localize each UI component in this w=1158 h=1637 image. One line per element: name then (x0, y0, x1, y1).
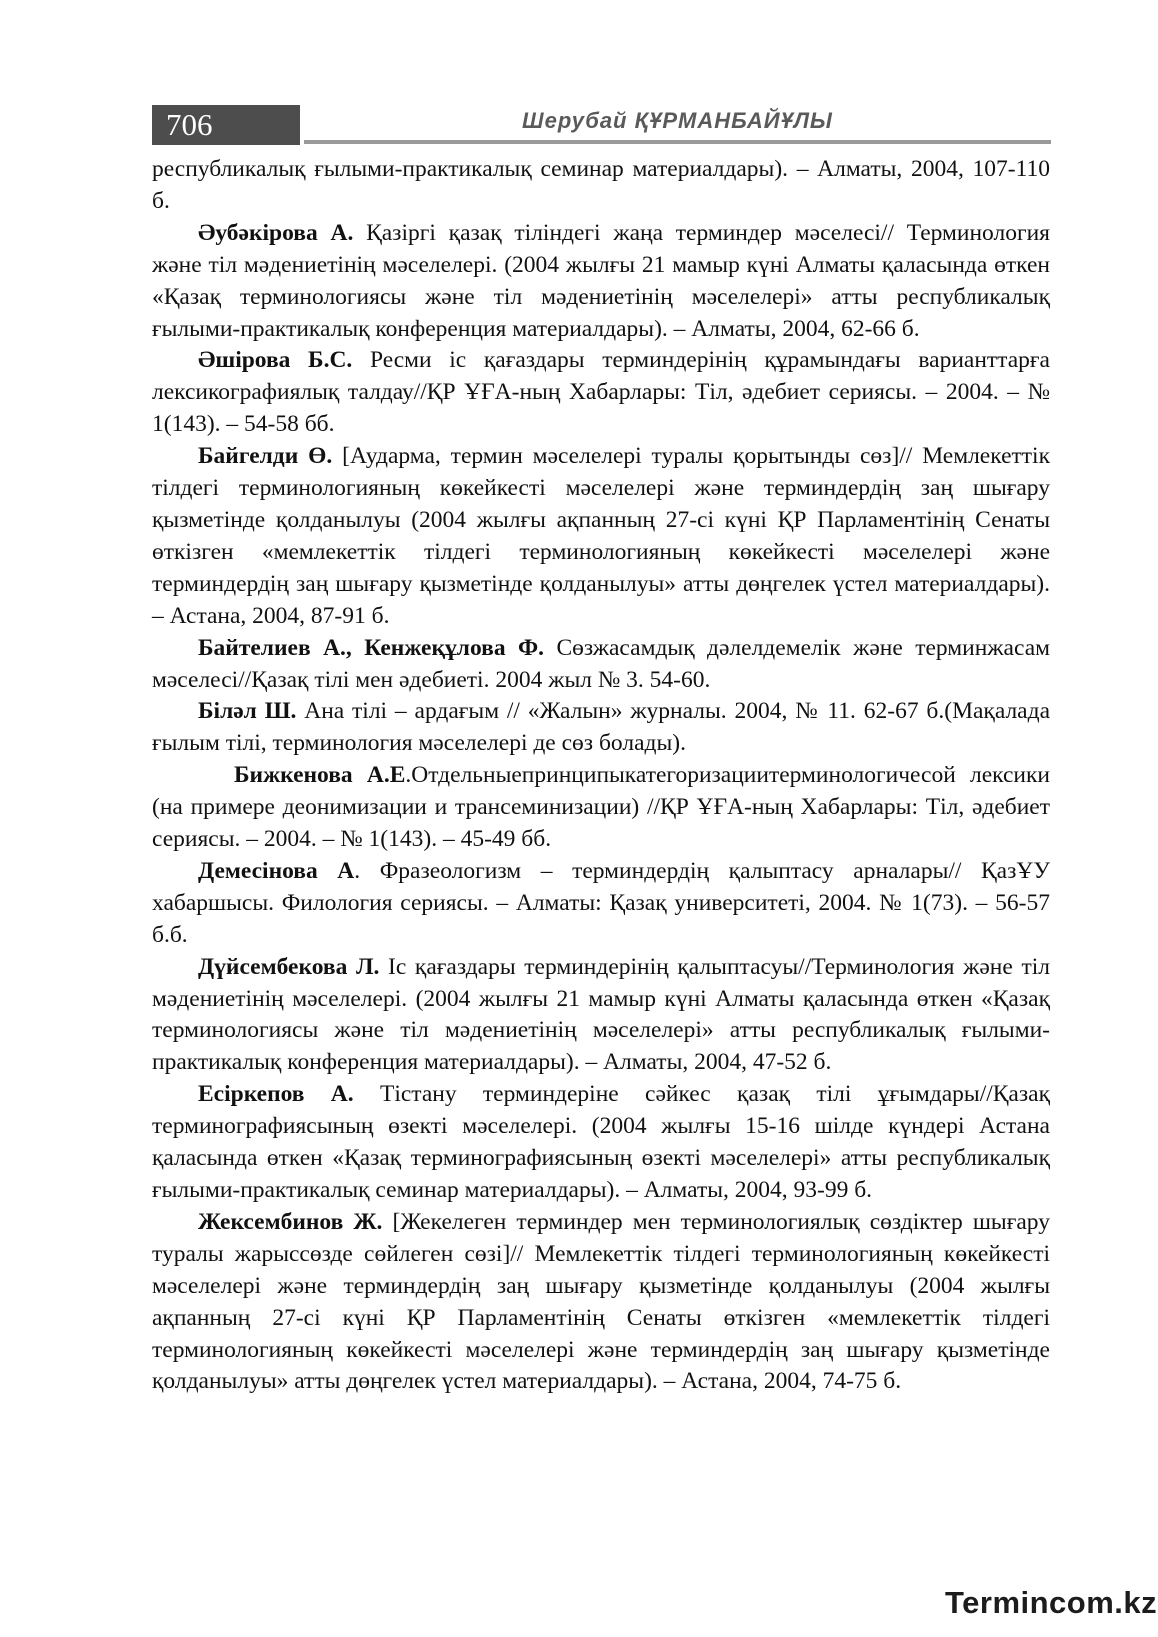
entry-text: республикалық ғылыми-практикалық семинар материалдары). – Алматы, 2004, 107-110 б. (152, 156, 1050, 214)
entry-author: Дүйсембекова Л. (198, 953, 380, 980)
bibliography-entry (152, 345, 1050, 441)
bibliography-entry (152, 1207, 1050, 1398)
bibliography-entry (152, 952, 1050, 1080)
entry-text: .Отдельныепринципыкатегоризациитерминологичесой лексики (на примере деонимизации и трансеминизации) //ҚР ҰҒА-ның Хабарлары: Тіл, әдебиет сериясы. – 2004. – № 1(143). – 45-49 бб. (152, 762, 1050, 853)
entry-author: Байгелди Ө. (198, 443, 333, 470)
bibliography-entry (152, 856, 1050, 952)
bibliography-entry (152, 154, 1050, 218)
bibliography-entry (152, 696, 1050, 760)
entry-text: Қазіргі қазақ тіліндегі жаңа терминдер мәселесі// Терминология және тіл мәдениетінің мәселелері. (2004 жылғы 21 мамыр күні Алматы қаласында өткен «Қазақ терминологиясы және тіл мәдениетінің мәселелері» атты республикалық ғылыми-практикалық конференция материалдары). – Алматы, 2004, 62-66 б. (152, 219, 1050, 342)
entry-author: Бижкенова А.Е (234, 762, 406, 789)
running-title: Шерубай ҚҰРМАНБАЙҰЛЫ (522, 108, 833, 133)
entry-text: Тістану терминдеріне сәйкес қазақ тілі ұғымдары//Қазақ терминографиясының өзекті мәселелері. (2004 жылғы 15-16 шілде күндері Астана қаласында өткен «Қазақ терминографиясының өзекті мәселелері» атты республикалық ғылыми-практикалық семинар материалдары). – Алматы, 2004, 93-99 б. (152, 1081, 1050, 1203)
entry-author: Әубәкірова А. (198, 219, 354, 246)
entry-author: Демесінова А (198, 857, 355, 884)
entry-text: Іс қағаздары терминдерінің қалыптасуы//Терминология және тіл мәдениетінің мәселелері. (2004 жылғы 21 мамыр күні Алматы қаласында өткен «Қазақ терминологиясы және тіл мәдениетінің мәселелері» атты республикалық ғылыми-практикалық конференция материалдары). – Алматы, 2004, 47-52 б. (152, 953, 1050, 1076)
page-header (152, 105, 1052, 147)
entry-text: Ресми іс қағаздары терминдерінің құрамындағы варианттарға лексикографиялық талдау//ҚР ҰҒА-ның Хабарлары: Тіл, әдебиет сериясы. – 2004. – № 1(143). – 54-58 бб. (152, 347, 1050, 438)
site-logo (945, 1585, 1157, 1621)
entry-text: Сөзжасамдық дәлелдемелік және терминжасам мәселесі//Қазақ тілі мен әдебиеті. 2004 жыл № 3. 54-60. (152, 634, 1050, 693)
entry-text: [Жекелеген терминдер мен терминологиялық сөздіктер шығару туралы жарыссөзде сөйлеген сөзі]// Мемлекеттік тілдегі терминологияның көкейкесті мәселелері және терминдердің заң шығару қызметінде қолданылуы (2004 жылғы ақпанның 27-сі күні ҚР Парламентінің Сенаты өткізген «мемлекеттік тілдегі терминологияның көкейкесті мәселелері және терминдердің заң шығару қызметінде қолданылуы» атты дөңгелек үстел материалдары). – Астана, 2004, 74-75 б. (152, 1208, 1050, 1395)
entry-text: [Аударма, термин мәселелері туралы қорытынды сөз]// Мемлекеттік тілдегі терминологияның көкейкесті мәселелері және терминдердің заң шығару қызметінде қолданылуы (2004 жылғы ақпанның 27-сі күні ҚР Парламентінің Сенаты өткізген «мемлекеттік тілдегі терминологияның көкейкесті мәселелері және терминдердің заң шығару қызметінде қолданылуы» атты дөңгелек үстел материалдары). – Астана, 2004, 87-91 б. (152, 443, 1050, 629)
entry-author: Жексембинов Ж. (198, 1208, 383, 1235)
bibliography-entry (152, 441, 1050, 632)
entry-author: Есіркепов А. (198, 1081, 354, 1108)
entry-text: Ана тілі – ардағым // «Жалын» журналы. 2004, № 11. 62-67 б.(Мақалада ғылым тілі, терминология мәселелері де сөз болады). (152, 698, 1050, 757)
entry-author: Әшірова Б.С. (198, 347, 353, 374)
bibliography-list (152, 154, 1050, 1398)
bibliography-entry (152, 218, 1050, 346)
watermark-text: Termincom.kz (945, 1585, 1158, 1620)
entry-author: Біләл Ш. (198, 698, 297, 725)
bibliography-entry (152, 633, 1050, 697)
header-rule (304, 140, 1051, 144)
entry-author: Байтелиев А., Кенжеқұлова Ф. (198, 634, 545, 661)
page-number: 706 (152, 105, 300, 145)
bibliography-entry (152, 1079, 1050, 1207)
bibliography-entry (152, 760, 1050, 856)
entry-text: . Фразеологизм – терминдердің қалыптасу арналары// ҚазҰУ хабаршысы. Филология сериясы. – Алматы: Қазақ университеті, 2004. № 1(73). – 56-57 б.б. (152, 857, 1050, 948)
